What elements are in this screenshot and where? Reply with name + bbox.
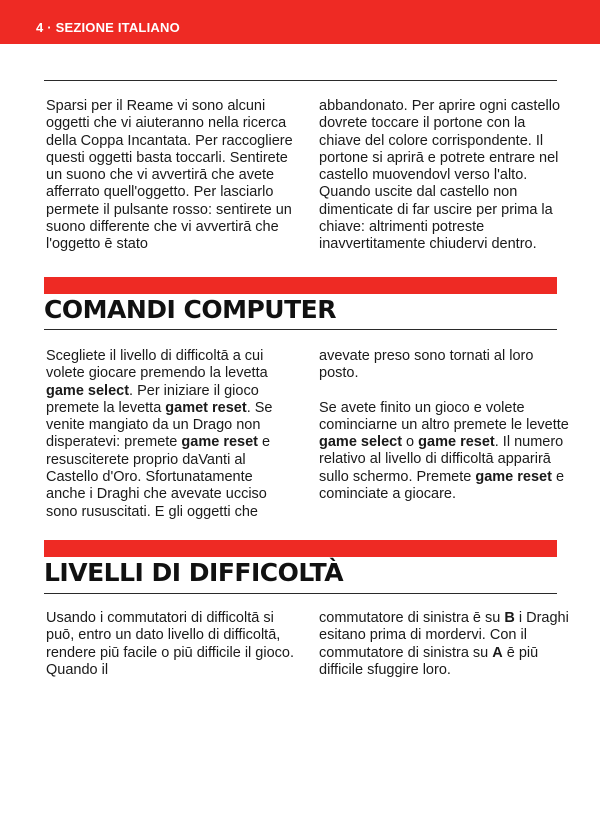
text-run: e resusciterete proprio daVanti al Castello d'Oro. Sfortunatamente anche i Draghi che avevate ucciso sono rususcitati. E gli oggetti che <box>46 434 271 520</box>
text-run: . Se venite mangiato da un Drago non disperatevi: premete <box>46 399 273 451</box>
keyword: game reset <box>418 434 495 451</box>
divider-rule <box>44 593 557 594</box>
keyword: game reset <box>181 434 258 451</box>
text-run: e cominciate a giocare. <box>319 468 565 503</box>
keyword: game select <box>319 434 403 451</box>
paragraph <box>319 348 569 383</box>
keyword: A <box>492 644 503 661</box>
keyword: gamet reset <box>165 399 247 416</box>
section-title-comandi: COMANDI COMPUTER <box>44 295 336 324</box>
text-run: ē piū difficile sfuggire loro. <box>319 644 539 678</box>
text-run: Sparsi per il Reame vi sono alcuni oggetti che vi aiuteranno nella ricerca della Coppa Incantata. Per raccogliere questi oggetti basta toccarli. Sentirete un suono che vi avvertirā che avete afferrato quell'oggetto. Per lasciarlo permete il pulsante rosso: sentirete un suono differente che vi avvertirā che l'oggetto ē stato <box>46 98 293 253</box>
red-section-bar <box>44 540 557 557</box>
keyword: game reset <box>475 468 552 485</box>
paragraph <box>319 610 569 679</box>
text-run: . Per iniziare il gioco premete la levetta <box>46 382 259 416</box>
intro-right-column <box>319 98 569 254</box>
divider-rule <box>44 80 557 81</box>
livelli-right-column <box>319 610 569 679</box>
keyword: game select <box>46 382 130 399</box>
paragraph <box>319 98 569 254</box>
text-run: . Il numero relativo al livello di difficoltā apparirā sullo schermo. Premete <box>319 434 564 485</box>
text-run: Usando i commutatori di difficoltā si puō, entro un dato livello di difficoltā, rendere piū facile o piū difficile il gioco. Quando il <box>46 610 294 678</box>
text-run: commutatore di sinistra ē su <box>319 610 505 626</box>
paragraph <box>46 610 296 679</box>
comandi-right-column <box>319 348 569 503</box>
comandi-left-column <box>46 348 296 521</box>
text-run: i Draghi esitano prima di mordervi. Con il commutatore di sinistra su <box>319 610 569 661</box>
section-title-livelli: LIVELLI DI DIFFICOLTÀ <box>44 558 344 587</box>
text-run: avevate preso sono tornati al loro posto. <box>319 348 534 382</box>
intro-left-column <box>46 98 296 254</box>
divider-rule <box>44 329 557 330</box>
section-header-label: 4 · SEZIONE ITALIANO <box>36 20 180 35</box>
keyword: B <box>504 610 515 626</box>
text-run: Scegliete il livello di difficoltā a cui volete giocare premendo la levetta <box>46 348 268 382</box>
paragraph <box>46 348 296 521</box>
text-run: abbandonato. Per aprire ogni castello dovrete toccare il portone con la chiave del colore corrispondente. Il portone si aprirā e potrete entrare nel castello muovendovl verso l'alto. Quando uscite dal castello non dimenticate di far uscire per prima la chiave: altrimenti potreste inavvertitamente chiudervi dentro. <box>319 98 561 253</box>
text-run: o <box>402 434 419 451</box>
text-run: Se avete finito un gioco e volete cominciarne un altro premete le levette <box>319 399 569 433</box>
paragraph <box>319 400 569 504</box>
paragraph <box>46 98 296 254</box>
livelli-left-column <box>46 610 296 679</box>
red-section-bar <box>44 277 557 294</box>
header-bar <box>0 0 600 44</box>
